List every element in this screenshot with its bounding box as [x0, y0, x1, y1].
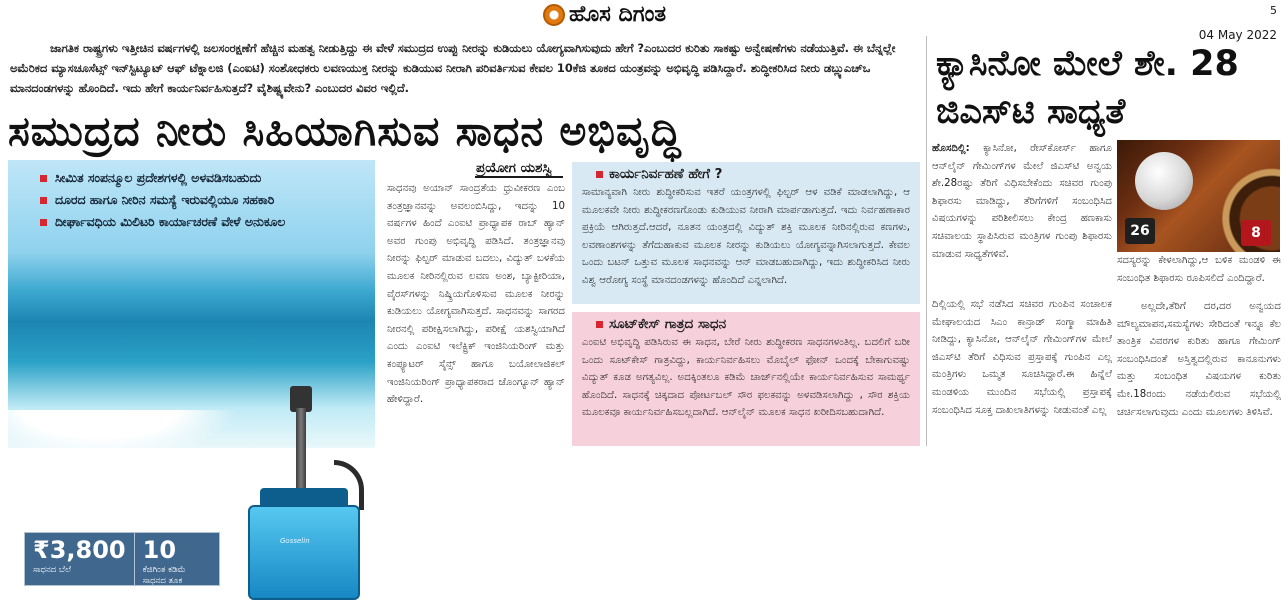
casino-story-body: ದಿಲ್ಲಿಯಲ್ಲಿ ಸಭೆ ನಡೆಸಿದ ಸಚಿವರ ಗುಂಪಿನ ಸಂಚಾಲಕ ಮೇಘಾಲಯದ ಸಿಎಂ ಕಾನ್ರಾಡ್ ಸಂಗ್ಮಾ ಮಾಹಿತಿ ನೀಡಿದ್ದು, ಕ್ಯಾಸಿನೋ, ಆನ್‌ಲೈನ್ ಗೇಮಿಂಗ್‌ಗಳ ಮೇಲೆ ಜಿಎಸ್‌ಟಿ ತೆರಿಗೆ ವಿಧಿಸುವ ಪ್ರಸ್ತಾಪಕ್ಕೆ ಗುಂಪಿನ ಎಲ್ಲ ಮಂತ್ರಿಗಳು ಒಮ್ಮತ ಸೂಚಿಸಿದ್ದಾರೆ.ಈ ಹಿನ್ನೆಲೆ ಮಂಡಳಿಯ ಮುಂದಿನ ಸಭೆಯಲ್ಲಿ ಪ್ರಸ್ತಾಪಕ್ಕೆ ಸಂಬಂಧಿಸಿದ ಸೂಕ್ತ ದಾಖಲಾತಿಗಳನ್ನು ನೀಡುವಂತೆ ಎಲ್ಲ — [932, 299, 1112, 416]
casino-gst-headline: ಕ್ಯಾಸಿನೋ ಮೇಲೆ ಶೇ. 28 ಜಿಎಸ್‌ಟಿ ಸಾಧ್ಯತೆ — [936, 44, 1239, 132]
casino-story-body-right: ಸದಸ್ಯರನ್ನು ಕೇಳಲಾಗಿದ್ದು,ಆ ಬಳಿಕ ಮಂಡಳಿ ಈ ಸಂಬಂಧಿತ ಶಿಫಾರಸು ರೂಪಿಸಲಿದೆ ಎಂದಿದ್ದಾರೆ. — [1117, 255, 1281, 284]
price-label: ಸಾಧನದ ಬೆಲೆ — [33, 565, 71, 575]
roulette-number-chip: 26 — [1125, 218, 1155, 244]
dateline: ಹೊಸದಿಲ್ಲಿ: — [932, 143, 970, 154]
page-number: 5 — [1270, 4, 1277, 17]
feature-bullets — [40, 170, 354, 236]
experiment-heading: ಪ್ರಯೋಗ ಯಶಸ್ವಿ — [476, 160, 553, 176]
intro-paragraph: ಜಾಗತಿಕ ರಾಷ್ಟ್ರಗಳು ಇತ್ತೀಚಿನ ವರ್ಷಗಳಲ್ಲಿ ಜಲಸಂರಕ್ಷಣೆಗೆ ಹೆಚ್ಚಿನ ಮಹತ್ವ ನೀಡುತ್ತಿದ್ದು ಈ ವೇಳೆ ಸಮುದ್ರದ ಉಪ್ಪು ನೀರನ್ನು ಕುಡಿಯಲು ಯೋಗ್ಯವಾಗಿಸುವುದು ಹೇಗೆ ?ಎಂಬುದರ ಕುರಿತು ಸಾಕಷ್ಟು ಅನ್ವೇಷಣೆಗಳು ನಡೆಯುತ್ತಿವೆ. ಈ ಬೆನ್ನಲ್ಲೇ ಅಮೆರಿಕದ ಮ್ಯಾಸಚೂಸೆಟ್ಸ್ ಇನ್‌ಸ್ಟಿಟ್ಯೂಟ್ ಆಫ್ ಟೆಕ್ನಾಲಜಿ (ಎಂಐಟಿ) ಸಂಶೋಧಕರು ಲವಣಯುಕ್ತ ನೀರನ್ನು ಕುಡಿಯುವ ನೀರಾಗಿ ಪರಿವರ್ತಿಸುವ ಕೇವಲ 10ಕೆಜಿ ತೂಕದ ಯಂತ್ರವನ್ನು ಅಭಿವೃದ್ಧಿ ಪಡಿಸಿದ್ದಾರೆ. ಶುದ್ಧೀಕರಿಸಿದ ನೀರು ಡಬ್ಲ್ಯುಎಚ್‌ಒ ಮಾನದಂಡಗಳನ್ನು ಹೊಂದಿದೆ. ಇದು ಹೇಗೆ ಕಾರ್ಯನಿರ್ವಹಿಸುತ್ತದೆ? ವೈಶಿಷ್ಟ್ಯವೇನು? ಎಂಬುದರ ವಿವರ ಇಲ್ಲಿದೆ. — [10, 41, 896, 95]
suitcase-size-heading: ಸೂಟ್‌ಕೇಸ್ ಗಾತ್ರದ ಸಾಧನ — [582, 316, 910, 332]
feature-bullet: ಸೀಮಿತ ಸಂಪನ್ಮೂಲ ಪ್ರದೇಶಗಳಲ್ಲಿ ಅಳವಡಿಸಬಹುದು — [40, 170, 354, 186]
sun-logo-icon — [543, 4, 565, 26]
price-cell — [25, 533, 134, 585]
price-weight-box — [24, 532, 220, 586]
device-tube — [296, 408, 306, 490]
square-bullet-icon — [40, 175, 47, 182]
how-it-works-text: ಸಾಮಾನ್ಯವಾಗಿ ನೀರು ಶುದ್ಧೀಕರಿಸುವ ಇತರೆ ಯಂತ್ರಗಳಲ್ಲಿ ಫಿಲ್ಟರ್ ಆಳ ವಡಿಕೆ ಮಾಡಲಾಗಿದ್ದು, ಆ ಮೂಲಕವೇ ನೀರು ಶುದ್ಧೀಕರಣಗೊಂಡು ಕುಡಿಯುವ ನೀರಾಗಿ ಮಾರ್ಪಡಾಗುತ್ತದೆ. ಇದು ನಿರ್ವಹಣಾಕಾರ ಪ್ರಕ್ರಿಯೆ ಆಗಿರುತ್ತದೆ.ಆದರೆ, ನೂತನ ಯಂತ್ರದಲ್ಲಿ ವಿದ್ಯುತ್ ಶಕ್ತಿ ಮೂಲಕ ನೀರಿನಲ್ಲಿರುವ ಕಣಗಳು, ಲವಣಾಂಶಗಳನ್ನು ತೆಗೆದುಹಾಕುವ ಮೂಲಕ ನೀರನ್ನು ಕುಡಿಯಲು ಯೋಗ್ಯವನ್ನಾಗಿಸಲಾಗುತ್ತದೆ. ಕೇವಲ ಒಂದು ಬಟನ್ ಒತ್ತುವ ಮೂಲಕ ಸಾಧನವನ್ನು ಆನ್ ಮಾಡಬಹುದಾಗಿದ್ದು, ಇದು ಶುದ್ಧೀಕರಿಸಿದ ನೀರು ವಿಶ್ವ ಆರೋಗ್ಯ ಸಂಸ್ಥೆ ಮಾನದಂಡಗಳನ್ನು ಹೊಂದಿದೆ ಎನ್ನಲಾಗಿದೆ. — [582, 187, 910, 286]
roulette-ball — [1135, 152, 1193, 210]
how-it-works-heading: ಕಾರ್ಯನಿರ್ವಹಣೆ ಹೇಗೆ ? — [582, 166, 910, 182]
wave-foam — [8, 410, 238, 460]
feature-bullet: ದೂರದ ಹಾಗೂ ನೀರಿನ ಸಮಸ್ಯೆ ಇರುವಲ್ಲಿಯೂ ಸಹಕಾರಿ — [40, 192, 354, 208]
roulette-number-chip: 8 — [1241, 220, 1271, 246]
desalination-device — [248, 505, 360, 600]
roulette-photo — [1117, 140, 1280, 252]
square-bullet-icon — [40, 197, 47, 204]
heading-underline — [475, 176, 563, 178]
how-it-works-box — [572, 162, 920, 304]
weight-label: ಕೆಜಿಗಿಂತ ಕಡಿಮೆ ಸಾಧನದ ತೂಕ — [142, 565, 186, 586]
weight-value: 10 — [142, 536, 177, 564]
suitcase-size-box — [572, 312, 920, 446]
masthead-title: ಹೊಸ ದಿಗಂತ — [569, 2, 667, 27]
main-headline: ಸಮುದ್ರದ ನೀರು ಸಿಹಿಯಾಗಿಸುವ ಸಾಧನ ಅಭಿವೃದ್ಧಿ — [8, 107, 682, 155]
square-bullet-icon — [40, 219, 47, 226]
experiment-text: ಸಾಧನವು ಅಯಾನ್ ಸಾಂದ್ರತೆಯ ಧ್ರುವೀಕರಣ ಎಂಬ ತಂತ್ರಜ್ಞಾನವನ್ನು ಅವಲಂಬಿಸಿದ್ದು, ಇದನ್ನು 10 ವರ್ಷಗಳ ಹಿಂದೆ ಎಂಐಟಿ ಪ್ರಾಧ್ಯಾಪಕ ರಾಬ್ ಹ್ಯಾನ್ ಅವರ ಗುಂಪು ಅಭಿವೃದ್ಧಿ ಪಡಿಸಿದೆ. ತಂತ್ರಜ್ಞಾನವು ನೀರನ್ನು ಫಿಲ್ಟರ್ ಮಾಡುವ ಬದಲು, ವಿದ್ಯುತ್ ಬಳಕೆಯ ಮೂಲಕ ನೀರಿನಲ್ಲಿರುವ ಲವಣ ಅಂಶ, ಬ್ಯಾಕ್ಟೀರಿಯಾ, ವೈರಸ್‌ಗಳನ್ನು ನಿಷ್ಕ್ರಿಯಗೊಳಿಸುವ ಮೂಲಕ ನೀರನ್ನು ಕುಡಿಯಲು ಯೋಗ್ಯವಾಗಿಸುತ್ತದೆ. ಸಾಧನವನ್ನು ಸಾಗರದ ನೀರನಲ್ಲಿ ಪರೀಕ್ಷಿಸಲಾಗಿದ್ದು, ಪರೀಕ್ಷೆ ಯಶಸ್ವಿಯಾಗಿದೆ ಎಂದು ಎಂಐಟಿ ಇಲೆಕ್ಟ್ರಿಕ್ ಇಂಜಿನಿಯರಿಂಗ್ ಮತ್ತು ಕಂಪ್ಯೂಟರ್ ಸೈನ್ಸ್ ಹಾಗೂ ಬಯೋಲಾಜಿಕಲ್ ಇಂಜಿನಿಯರಿಂಗ್ ಪ್ರಾಧ್ಯಾಪಕರಾದ ಜೊಂಗ್ಯೂನ್ ಹ್ಯಾನ್ ಹೇಳಿದ್ದಾರೆ. — [387, 183, 565, 406]
casino-story-lead: ಹೊಸದಿಲ್ಲಿ: ಕ್ಯಾಸಿನೋ, ರೇಸ್‌ಕೋರ್ಸ್ ಹಾಗೂ ಆನ್‌ಲೈನ್ ಗೇಮಿಂಗ್‌ಗಳ ಮೇಲೆ ಜಿಎಸ್‌ಟಿ ಅನ್ವಯ ಶೇ.28ರಷ್ಟು ತೆರಿಗೆ ವಿಧಿಸಬೇಕೆಂದು ಸಚಿವರ ಗುಂಪು ಶಿಫಾರಸು ಮಾಡಿದ್ದು, ತೆರಿಗೆಗಳಿಗೆ ಸಂಬಂಧಿಸಿದ ವಿಷಯಗಳನ್ನು ಪರಿಶೀಲಿಸಲು ಕೇಂದ್ರ ಹಣಕಾಸು ಸಚಿವಾಲಯ ಸ್ಥಾಪಿಸಿರುವ ಮಂತ್ರಿಗಳ ಗುಂಪು ಶಿಫಾರಸು ಮಾಡುವ ಸಾಧ್ಯತೆಗಳಿವೆ. — [932, 143, 1112, 260]
feature-bullet: ದೀರ್ಘಾವಧಿಯ ಮಿಲಿಟರಿ ಕಾರ್ಯಾಚರಣೆ ವೇಳೆ ಅನುಕೂಲ — [40, 214, 354, 230]
masthead — [543, 2, 666, 27]
device-brand: Gosselin — [280, 537, 310, 545]
suitcase-size-text: ಎಂಐಟಿ ಅಭಿವೃದ್ಧಿ ಪಡಿಸಿರುವ ಈ ಸಾಧನ, ಬೇರೆ ನೀರು ಶುದ್ಧೀಕರಣ ಸಾಧನಗಳಂತಿಲ್ಲ. ಬದಲಿಗೆ ಬರೀ ಒಂದು ಸೂಟ್‌ಕೇಸ್ ಗಾತ್ರವಿದ್ದು, ಕಾರ್ಯನಿರ್ವಹಿಸಲು ಮೊಬೈಲ್ ಫೋನ್ ಒಂದಕ್ಕೆ ಬೇಕಾಗುವಷ್ಟು ವಿದ್ಯುತ್ ಕೂಡ ಅಗತ್ಯವಿಲ್ಲ. ಅದಕ್ಕಿಂತಲೂ ಕಡಿಮೆ ಚಾರ್ಜ್‌ನಲ್ಲಿಯೇ ಕಾರ್ಯನಿರ್ವಹಿಸುವ ಸಾಮರ್ಥ್ಯ ಹೊಂದಿದೆ. ಸಾಧನಕ್ಕೆ ಚಿಕ್ಕದಾದ ಪೋರ್ಟಬಲ್ ಸೌರ ಫಲಕವನ್ನು ಅಳವಡಿಸಲಾಗಿದ್ದು , ಸೌರ ಶಕ್ತಿಯ ಮೂಲಕವೂ ಕಾರ್ಯನಿರ್ವಹಿಸಬಲ್ಲದಾಗಿದೆ. ಆನ್‌ಲೈನ್ ಮೂಲಕ ಸಾಧನ ಖರೀದಿಸಬಹುದಾಗಿದೆ. — [582, 337, 910, 419]
issue-date: 04 May 2022 — [1198, 28, 1277, 42]
weight-cell — [134, 533, 219, 585]
square-bullet-icon — [596, 171, 603, 178]
price-value: ₹3,800 — [33, 536, 126, 564]
device-photo — [8, 160, 375, 586]
casino-story-body-right-2: ಅಲ್ಲದೇ,ತೆರಿಗೆ ದರ,ದರ ಅನ್ವಯದ ಮೌಲ್ಯಮಾಪನ,ಸಮಸ್ಯೆಗಳು ಸೇರಿದಂತೆ ಇನ್ನೂ ಕೆಲ ತಾಂತ್ರಿಕ ವಿವರಗಳ ಕುರಿತು ಹಾಗೂ ಗೇಮಿಂಗ್ ಸಂಬಂಧಿಸಿದಂತೆ ಅಸ್ತಿತ್ವದಲ್ಲಿರುವ ಕಾನೂನುಗಳು ಮತ್ತು ಸಂಬಂಧಿತ ವಿಷಯಗಳ ಕುರಿತು ಮೇ.18ರಂದು ನಡೆಯಲಿರುವ ಸಭೆಯಲ್ಲಿ ಚರ್ಚಿಸಲಾಗುವುದು ಎಂದು ಮೂಲಗಳು ತಿಳಿಸಿವೆ. — [1117, 301, 1281, 418]
square-bullet-icon — [596, 321, 603, 328]
column-divider — [926, 36, 927, 446]
